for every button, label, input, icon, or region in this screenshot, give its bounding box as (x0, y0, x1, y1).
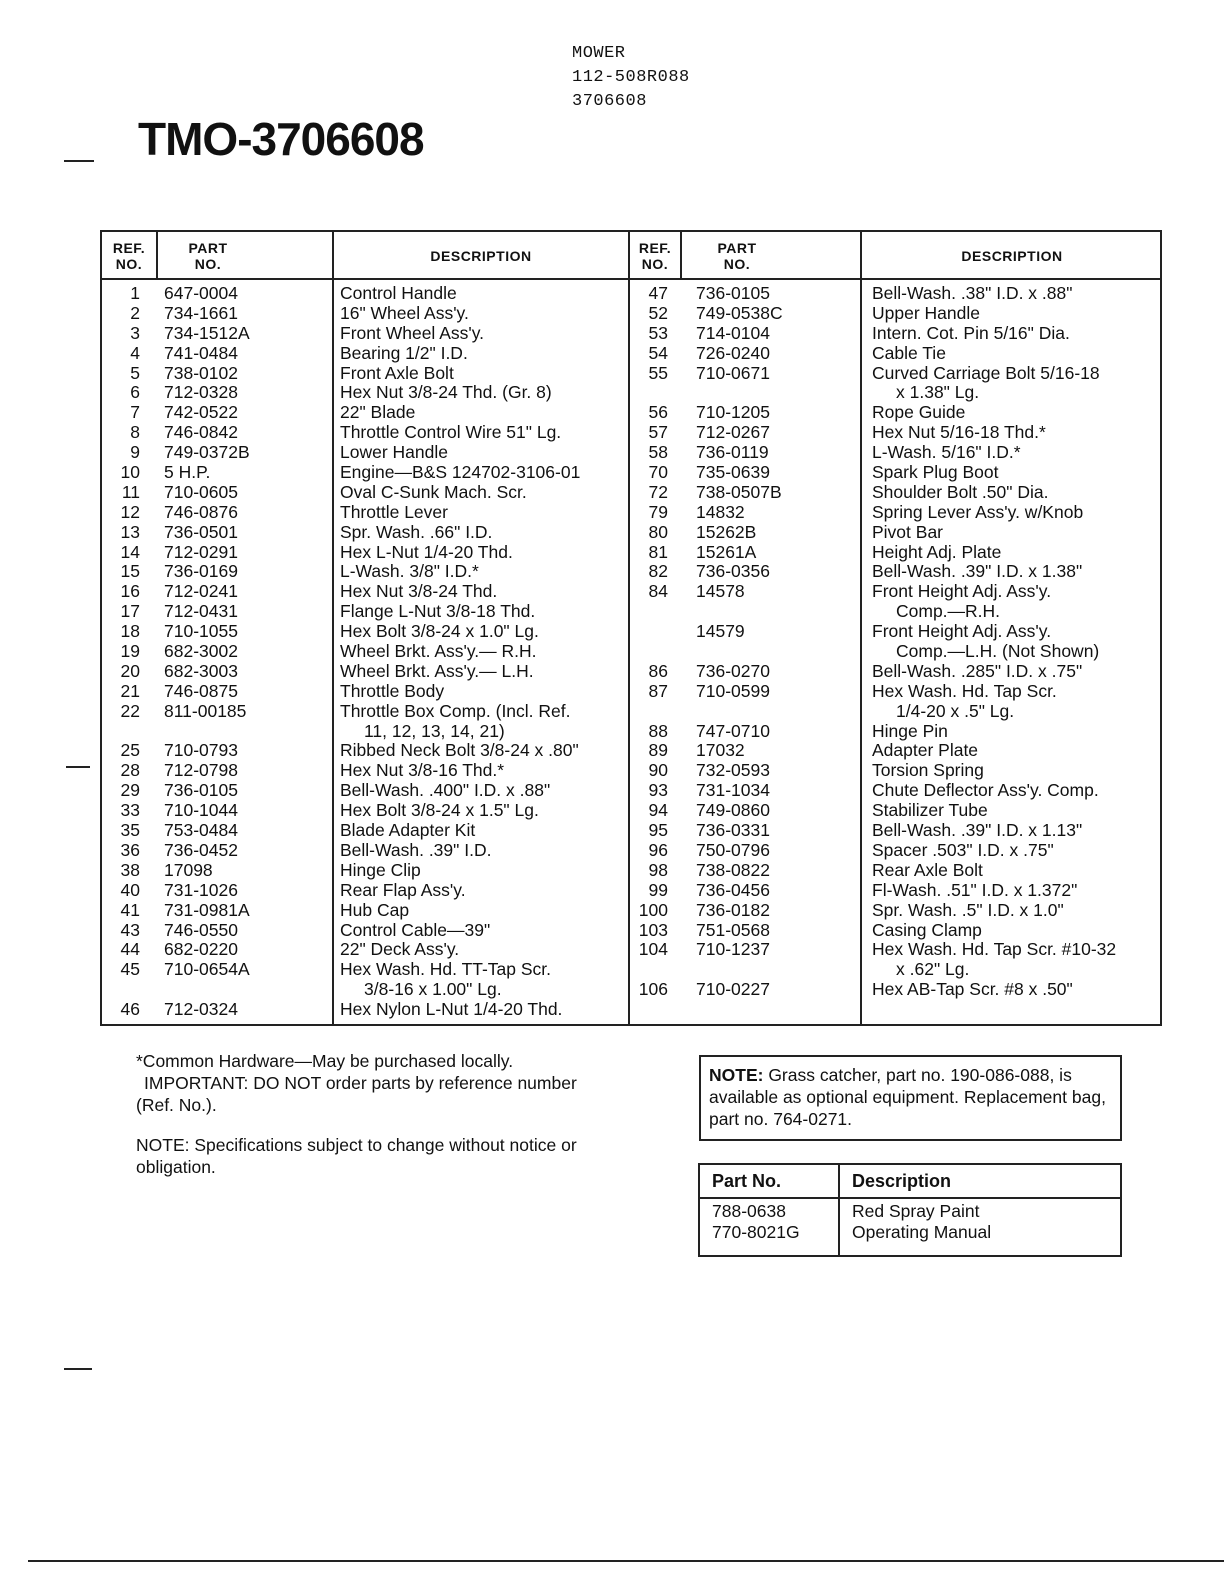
part-description: Cable Tie (872, 342, 946, 363)
part-description: Bell-Wash. .39" I.D. x 1.13" (872, 820, 1083, 841)
part-description: Hex Wash. Hd. Tap Scr. (872, 680, 1057, 701)
part-number: 710-0605 (164, 481, 238, 502)
part-description: Hex Wash. Hd. Tap Scr. #10-32 (872, 939, 1117, 960)
part-description: Wheel Brkt. Ass'y.— R.H. (340, 641, 537, 662)
ref-number: 15 (120, 561, 140, 582)
column-rule (838, 1165, 840, 1255)
part-description: Pivot Bar (872, 521, 943, 542)
part-number: 738-0102 (164, 362, 238, 383)
part-description: Hex Nylon L-Nut 1/4-20 Thd. (340, 999, 563, 1020)
part-description: Engine—B&S 124702-3106-01 (340, 462, 581, 483)
part-number: 811-00185 (164, 700, 247, 721)
part-number: 732-0593 (696, 760, 770, 781)
part-number: 710-1237 (696, 939, 770, 960)
part-number: 746-0875 (164, 680, 238, 701)
important-note: IMPORTANT: DO NOT order parts by reference number (Ref. No.). (136, 1073, 577, 1115)
part-number: 736-0456 (696, 879, 770, 900)
part-description: Bearing 1/2" I.D. (340, 342, 468, 363)
part-description: Spacer .503" I.D. x .75" (872, 839, 1054, 860)
part-description: Spark Plug Boot (872, 462, 999, 483)
part-number: 17032 (696, 740, 745, 761)
part-description: x 1.38" Lg. (896, 382, 980, 403)
part-number: 736-0331 (696, 820, 770, 841)
part-description: Blade Adapter Kit (340, 820, 476, 841)
part-description: 16" Wheel Ass'y. (340, 302, 469, 323)
part-number (696, 642, 856, 662)
ref-number: 72 (648, 481, 668, 502)
extra-part-column (712, 1201, 800, 1243)
ref-number: 38 (120, 859, 140, 880)
column-rule (332, 232, 334, 1024)
part-number (164, 722, 324, 742)
part-description: Bell-Wash. .400" I.D. x .88" (340, 780, 551, 801)
part-number: 746-0876 (164, 501, 238, 522)
part-description: Flange L-Nut 3/8-18 Thd. (340, 601, 536, 622)
part-description: Adapter Plate (872, 740, 979, 761)
parts-table (100, 230, 1162, 1026)
ref-number: 44 (120, 939, 140, 960)
ref-number: 55 (648, 362, 668, 383)
extra-part-no: 788-0638 (712, 1201, 786, 1221)
ref-number: 100 (638, 899, 668, 920)
part-description: Hex Bolt 3/8-24 x 1.5" Lg. (340, 800, 539, 821)
model-stamp (572, 42, 690, 114)
part-number: 710-0671 (696, 362, 770, 383)
part-number: 751-0568 (696, 919, 770, 940)
ref-number: 20 (120, 660, 140, 681)
part-description: Hex Wash. Hd. TT-Tap Scr. (340, 959, 552, 980)
ref-number (630, 960, 668, 980)
part-description: Front Axle Bolt (340, 362, 454, 383)
ref-number (630, 602, 668, 622)
footnotes (136, 1050, 606, 1196)
header-rule (102, 278, 1160, 280)
part-number: 682-3003 (164, 660, 238, 681)
part-number: 682-3002 (164, 641, 238, 662)
header-part-no: PART NO. (717, 240, 757, 272)
right-description-column (872, 284, 1160, 1000)
part-number: 731-1026 (164, 879, 238, 900)
ref-number: 56 (648, 402, 668, 423)
part-description: Throttle Box Comp. (Incl. Ref. (340, 700, 571, 721)
header-description: DESCRIPTION (961, 248, 1063, 264)
header-part-no: Part No. (712, 1171, 782, 1191)
ref-number: 95 (648, 820, 668, 841)
scan-mark (66, 766, 90, 768)
ref-number: 43 (120, 919, 140, 940)
ref-number: 90 (648, 760, 668, 781)
part-number: 710-0793 (164, 740, 238, 761)
ref-number: 80 (648, 521, 668, 542)
part-number: 712-0241 (164, 581, 238, 602)
ref-number: 86 (648, 660, 668, 681)
left-description-column (340, 284, 626, 1020)
ref-number: 41 (120, 899, 140, 920)
part-number: 710-1044 (164, 800, 238, 821)
part-number: 746-0842 (164, 422, 238, 443)
part-number: 712-0798 (164, 760, 238, 781)
part-description: Throttle Body (340, 680, 445, 701)
part-description: Hub Cap (340, 899, 410, 920)
ref-number: 28 (120, 760, 140, 781)
extra-part-description: Red Spray Paint (852, 1201, 980, 1221)
part-description: Ribbed Neck Bolt 3/8-24 x .80" (340, 740, 579, 761)
part-number: 710-1055 (164, 621, 238, 642)
part-description: Rope Guide (872, 402, 966, 423)
part-description: Rear Axle Bolt (872, 859, 983, 880)
ref-number: 40 (120, 879, 140, 900)
part-description: Lower Handle (340, 442, 448, 463)
part-number (696, 602, 856, 622)
part-description: Control Cable—39" (340, 919, 491, 940)
part-number: 736-0270 (696, 660, 770, 681)
part-description: Hex L-Nut 1/4-20 Thd. (340, 541, 513, 562)
part-number: 712-0324 (164, 999, 238, 1020)
part-description: Height Adj. Plate (872, 541, 1002, 562)
ref-number: 6 (130, 382, 140, 403)
stamp-line: 112-508R088 (572, 68, 690, 87)
extra-part-no: 770-8021G (712, 1222, 800, 1242)
part-description: 3/8-16 x 1.00" Lg. (364, 979, 502, 1000)
part-description: Control Handle (340, 283, 457, 303)
part-number: 14578 (696, 581, 745, 602)
ref-number: 8 (130, 422, 140, 443)
ref-number (630, 383, 668, 403)
extra-parts-table (698, 1163, 1122, 1257)
header-ref-no: REF. NO. (638, 240, 672, 272)
ref-number: 82 (648, 561, 668, 582)
part-number (696, 702, 856, 722)
stamp-line: 3706608 (572, 92, 647, 111)
ref-number: 35 (120, 820, 140, 841)
part-description: Casing Clamp (872, 919, 982, 940)
extra-part-description: Operating Manual (852, 1222, 992, 1242)
ref-number: 12 (120, 501, 140, 522)
part-description: Chute Deflector Ass'y. Comp. (872, 780, 1099, 801)
ref-number: 94 (648, 800, 668, 821)
ref-number: 93 (648, 780, 668, 801)
note-text: Grass catcher, part no. 190-086-088, is available as optional equipment. Replacement bag, part no. 764-0271. (709, 1065, 1106, 1129)
common-hardware-note: *Common Hardware—May be purchased locally. (136, 1051, 514, 1071)
part-number: 749-0372B (164, 442, 250, 463)
part-description: Fl-Wash. .51" I.D. x 1.372" (872, 879, 1078, 900)
part-number: 5 H.P. (164, 462, 211, 483)
ref-number: 104 (638, 939, 668, 960)
part-description: Comp.—L.H. (Not Shown) (896, 641, 1100, 662)
part-description: Throttle Lever (340, 501, 448, 522)
note-label: NOTE: (709, 1065, 764, 1085)
part-number: 682-0220 (164, 939, 238, 960)
ref-number: 54 (648, 342, 668, 363)
part-number: 753-0484 (164, 820, 238, 841)
ref-number: 18 (120, 621, 140, 642)
part-number: 734-1661 (164, 302, 238, 323)
ref-number: 52 (648, 302, 668, 323)
ref-number: 70 (648, 462, 668, 483)
part-description: Front Wheel Ass'y. (340, 322, 485, 343)
part-number: 734-1512A (164, 322, 250, 343)
part-number: 15261A (696, 541, 757, 562)
column-rule (860, 232, 862, 1024)
ref-number: 19 (120, 641, 140, 662)
ref-number: 14 (120, 541, 140, 562)
ref-number: 4 (130, 342, 140, 363)
part-number: 710-0599 (696, 680, 770, 701)
stamp-line: MOWER (572, 44, 626, 63)
part-description: L-Wash. 5/16" I.D.* (872, 442, 1021, 463)
ref-number: 5 (130, 362, 140, 383)
ref-number: 79 (648, 501, 668, 522)
part-number: 736-0356 (696, 561, 770, 582)
part-description: Stabilizer Tube (872, 800, 988, 821)
part-number: 15262B (696, 521, 757, 542)
part-description: Hex Nut 5/16-18 Thd.* (872, 422, 1046, 443)
part-description: Comp.—R.H. (896, 601, 1001, 622)
part-number: 750-0796 (696, 839, 770, 860)
ref-number: 3 (130, 322, 140, 343)
part-description: Hex Nut 3/8-24 Thd. (340, 581, 498, 602)
left-part-column (164, 284, 324, 1020)
part-description: Bell-Wash. .39" I.D. (340, 839, 492, 860)
part-description: Hex Nut 3/8-24 Thd. (Gr. 8) (340, 382, 552, 403)
part-number: 712-0267 (696, 422, 770, 443)
part-number: 731-1034 (696, 780, 770, 801)
part-number: 736-0452 (164, 839, 238, 860)
header-ref-no: REF. NO. (112, 240, 146, 272)
ref-number: 9 (130, 442, 140, 463)
extra-description-column (852, 1201, 991, 1243)
part-number (164, 980, 324, 1000)
part-number: 746-0550 (164, 919, 238, 940)
grass-catcher-note (699, 1055, 1122, 1141)
ref-number: 106 (638, 979, 668, 1000)
part-number: 741-0484 (164, 342, 238, 363)
left-ref-column (102, 284, 140, 1020)
part-number: 738-0822 (696, 859, 770, 880)
ref-number: 11 (121, 481, 140, 502)
part-number: 712-0328 (164, 382, 238, 403)
specifications-note: NOTE: Specifications subject to change without notice or obligation. (136, 1135, 577, 1177)
part-description: Bell-Wash. .285" I.D. x .75" (872, 660, 1083, 681)
part-description: Hex Nut 3/8-16 Thd.* (340, 760, 505, 781)
part-description: Bell-Wash. .39" I.D. x 1.38" (872, 561, 1083, 582)
ref-number (630, 702, 668, 722)
header-description: DESCRIPTION (430, 248, 532, 264)
part-number: 747-0710 (696, 720, 770, 741)
part-number: 736-0501 (164, 521, 238, 542)
scan-mark (64, 1368, 92, 1370)
part-number: 736-0119 (696, 442, 769, 463)
ref-number: 99 (648, 879, 668, 900)
part-description: Hex Bolt 3/8-24 x 1.0" Lg. (340, 621, 539, 642)
scan-mark (64, 160, 94, 162)
part-description: Curved Carriage Bolt 5/16-18 (872, 362, 1100, 383)
part-description: 1/4-20 x .5" Lg. (896, 700, 1015, 721)
ref-number: 46 (120, 999, 140, 1020)
part-description: Front Height Adj. Ass'y. (872, 621, 1052, 642)
part-description: Throttle Control Wire 51" Lg. (340, 422, 562, 443)
part-description: Shoulder Bolt .50" Dia. (872, 481, 1049, 502)
part-number: 647-0004 (164, 283, 238, 303)
part-description: Oval C-Sunk Mach. Scr. (340, 481, 527, 502)
ref-number: 53 (648, 322, 668, 343)
part-number: 714-0104 (696, 322, 770, 343)
ref-number: 10 (120, 462, 140, 483)
part-number: 736-0169 (164, 561, 238, 582)
part-number: 14832 (696, 501, 745, 522)
part-description: Spr. Wash. .5" I.D. x 1.0" (872, 899, 1064, 920)
ref-number: 16 (120, 581, 140, 602)
part-description: x .62" Lg. (896, 959, 970, 980)
part-number: 736-0105 (164, 780, 238, 801)
ref-number: 1 (130, 283, 140, 303)
part-description: 11, 12, 13, 14, 21) (364, 720, 505, 741)
ref-number: 13 (120, 521, 140, 542)
ref-number: 57 (648, 422, 668, 443)
part-number: 749-0538C (696, 302, 783, 323)
ref-number: 98 (648, 859, 668, 880)
part-description: Front Height Adj. Ass'y. (872, 581, 1052, 602)
part-number: 712-0431 (164, 601, 238, 622)
part-number (696, 383, 856, 403)
part-number: 712-0291 (164, 541, 238, 562)
ref-number (102, 722, 140, 742)
right-ref-column (630, 284, 668, 1000)
header-description: Description (852, 1171, 952, 1191)
ref-number: 33 (120, 800, 140, 821)
part-number: 742-0522 (164, 402, 238, 423)
ref-number (102, 980, 140, 1000)
ref-number (630, 642, 668, 662)
header-rule (700, 1197, 1120, 1199)
part-number: 17098 (164, 859, 213, 880)
part-description: Upper Handle (872, 302, 980, 323)
part-number: 710-0654A (164, 959, 250, 980)
ref-number (630, 622, 668, 642)
ref-number: 87 (648, 680, 668, 701)
ref-number: 36 (120, 839, 140, 860)
part-description: Intern. Cot. Pin 5/16" Dia. (872, 322, 1070, 343)
right-part-column (696, 284, 856, 1000)
part-description: Wheel Brkt. Ass'y.— L.H. (340, 660, 534, 681)
part-number: 735-0639 (696, 462, 770, 483)
part-number: 710-1205 (696, 402, 770, 423)
ref-number: 29 (120, 780, 140, 801)
part-number: 749-0860 (696, 800, 770, 821)
ref-number: 21 (120, 680, 140, 701)
part-number: 736-0182 (696, 899, 770, 920)
ref-number: 7 (130, 402, 140, 423)
part-description: Torsion Spring (872, 760, 984, 781)
ref-number: 47 (648, 283, 668, 303)
part-description: Rear Flap Ass'y. (340, 879, 466, 900)
part-number: 731-0981A (164, 899, 250, 920)
part-number (696, 960, 856, 980)
ref-number: 25 (120, 740, 140, 761)
ref-number: 2 (130, 302, 140, 323)
ref-number: 45 (120, 959, 140, 980)
part-description: 22" Blade (340, 402, 416, 423)
ref-number: 17 (120, 601, 140, 622)
page-bottom-rule (28, 1560, 1224, 1562)
part-description: Hinge Pin (872, 720, 948, 741)
part-description: Spr. Wash. .66" I.D. (340, 521, 493, 542)
part-description: Spring Lever Ass'y. w/Knob (872, 501, 1084, 522)
part-number: 14579 (696, 621, 745, 642)
ref-number: 58 (648, 442, 668, 463)
ref-number: 88 (648, 720, 668, 741)
part-number: 710-0227 (696, 979, 770, 1000)
ref-number: 89 (648, 740, 668, 761)
ref-number: 96 (648, 839, 668, 860)
part-description: Hex AB-Tap Scr. #8 x .50" (872, 979, 1073, 1000)
part-description: Bell-Wash. .38" I.D. x .88" (872, 283, 1073, 303)
part-number: 736-0105 (696, 283, 770, 303)
part-description: Hinge Clip (340, 859, 421, 880)
part-description: 22" Deck Ass'y. (340, 939, 460, 960)
ref-number: 22 (120, 700, 140, 721)
ref-number: 103 (638, 919, 668, 940)
part-number: 726-0240 (696, 342, 770, 363)
page-title: TMO-3706608 (138, 113, 424, 165)
ref-number: 81 (648, 541, 668, 562)
header-part-no: PART NO. (188, 240, 228, 272)
part-description: L-Wash. 3/8" I.D.* (340, 561, 479, 582)
part-number: 738-0507B (696, 481, 782, 502)
ref-number: 84 (648, 581, 668, 602)
